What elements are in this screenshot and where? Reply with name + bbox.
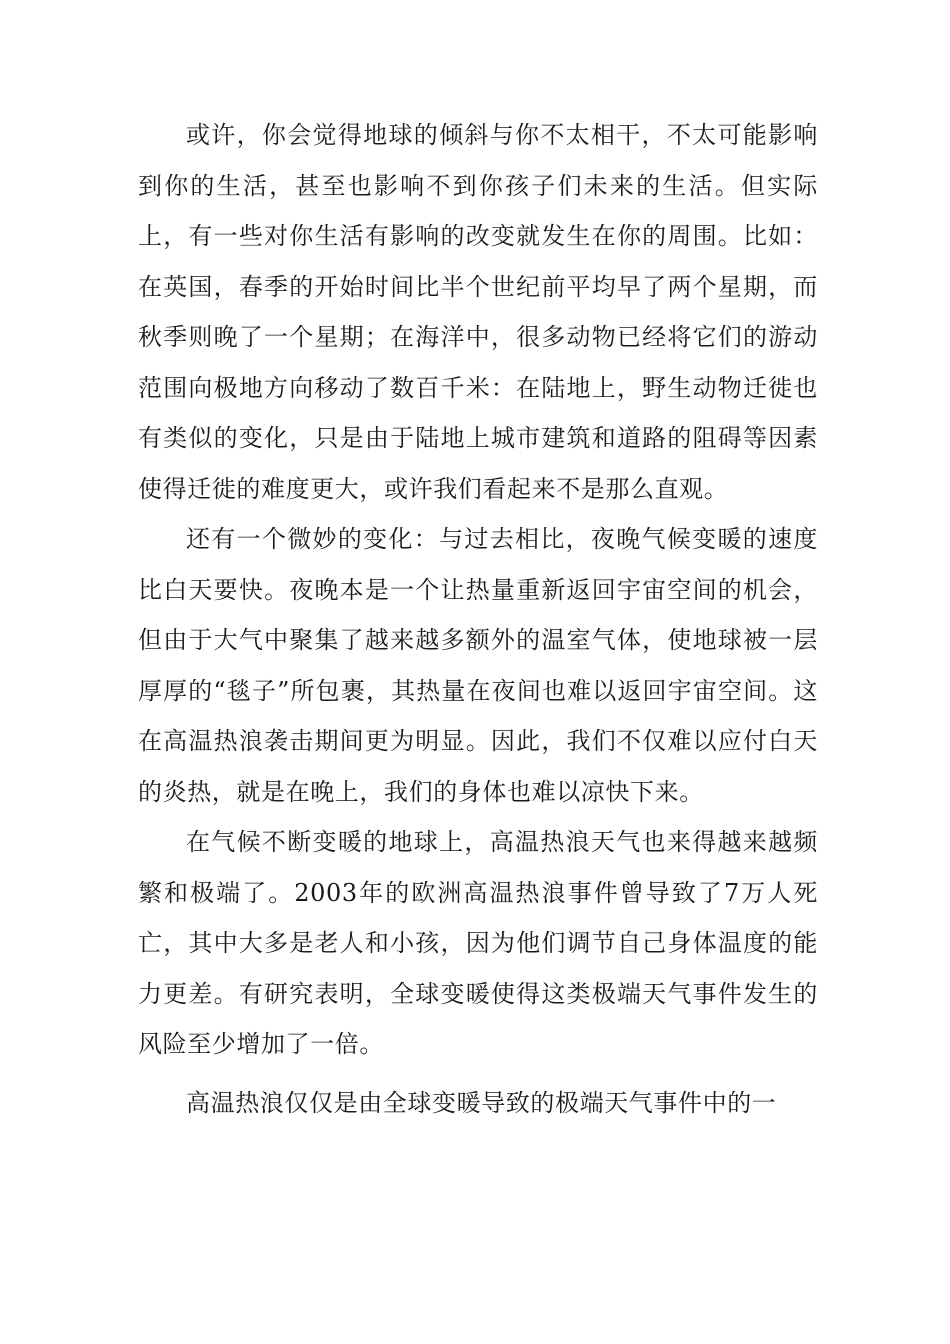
paragraph-heatwaves: 在气候不断变暖的地球上，高温热浪天气也来得越来越频繁和极端了。2003年的欧洲高温热浪事件曾导致了7万人死亡，其中大多是老人和小孩，因为他们调节自己身体温度的能力更差。有研究表明，全球变暖使得这类极端天气事件发生的风险至少增加了一倍。 [138,828,818,1058]
paragraph-extreme-events: 高温热浪仅仅是由全球变暖导致的极端天气事件中的一 [186,1088,777,1117]
paragraph-night-warming: 还有一个微妙的变化：与过去相比，夜晚气候变暖的速度比白天要快。夜晚本是一个让热量重新返回宇宙空间的机会，但由于大气中聚集了越来越多额外的温室气体，使地球被一层厚厚的“毯子”所包裹，其热量在夜间也难以返回宇宙空间。这在高温热浪袭击期间更为明显。因此，我们不仅难以应付白天的炎热，就是在晚上，我们的身体也难以凉快下来。 [138,525,818,806]
body-text [138,110,818,1128]
paragraph-earth-tilt: 或许，你会觉得地球的倾斜与你不太相干，不太可能影响到你的生活，甚至也影响不到你孩子们未来的生活。但实际上，有一些对你生活有影响的改变就发生在你的周围。比如：在英国，春季的开始时间比半个世纪前平均早了两个星期，而秋季则晚了一个星期；在海洋中，很多动物已经将它们的游动范围向极地方向移动了数百千米：在陆地上，野生动物迁徙也有类似的变化，只是由于陆地上城市建筑和道路的阻碍等因素使得迁徙的难度更大，或许我们看起来不是那么直观。 [138,121,818,503]
